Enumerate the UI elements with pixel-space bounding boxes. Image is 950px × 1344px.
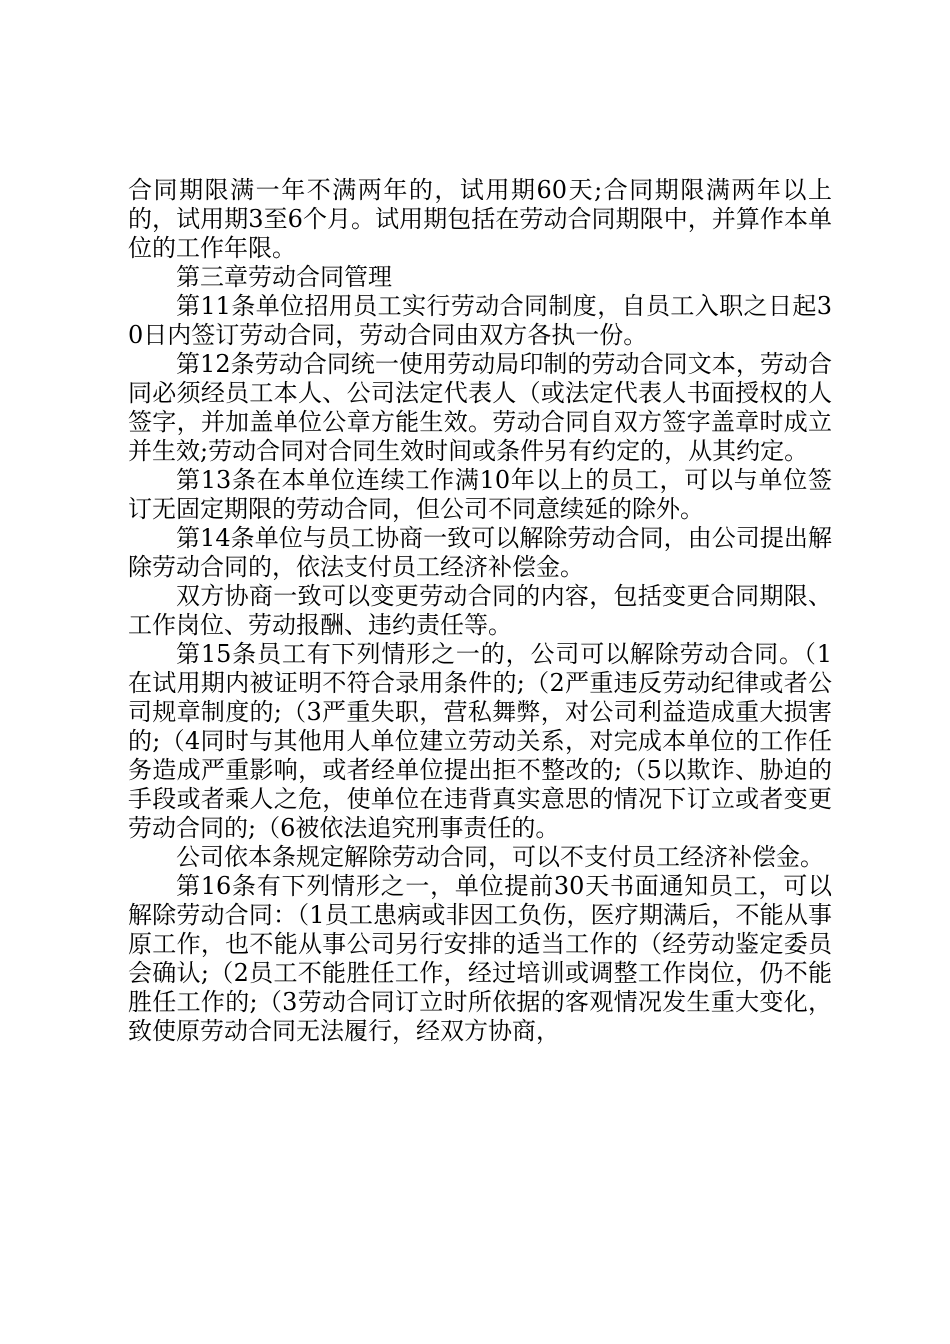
article-14: 第14条单位与员工协商一致可以解除劳动合同，由公司提出解除劳动合同的，依法支付员工经济补偿金。: [128, 524, 832, 581]
paragraph-probation-continued: 合同期限满一年不满两年的，试用期60天;合同期限满两年以上的，试用期3至6个月。试用期包括在劳动合同期限中，并算作本单位的工作年限。: [128, 176, 832, 262]
paragraph-no-compensation: 公司依本条规定解除劳动合同，可以不支付员工经济补偿金。: [176, 843, 824, 871]
chapter-heading: 第三章劳动合同管理: [176, 263, 392, 291]
article-13: 第13条在本单位连续工作满10年以上的员工，可以与单位签订无固定期限的劳动合同，但公司不同意续延的除外。: [128, 466, 832, 523]
document-body: [128, 176, 832, 1046]
paragraph-contract-change: 双方协商一致可以变更劳动合同的内容，包括变更合同期限、工作岗位、劳动报酬、违约责任等。: [128, 582, 832, 639]
article-12: 第12条劳动合同统一使用劳动局印制的劳动合同文本，劳动合同必须经员工本人、公司法定代表人（或法定代表人书面授权的人签字，并加盖单位公章方能生效。劳动合同自双方签字盖章时成立并生效;劳动合同对合同生效时间或条件另有约定的，从其约定。: [128, 350, 832, 465]
article-11: 第11条单位招用员工实行劳动合同制度，自员工入职之日起30日内签订劳动合同，劳动合同由双方各执一份。: [128, 292, 832, 349]
article-15: 第15条员工有下列情形之一的，公司可以解除劳动合同。（1在试用期内被证明不符合录用条件的;（2严重违反劳动纪律或者公司规章制度的;（3严重失职，营私舞弊，对公司利益造成重大损害的;（4同时与其他用人单位建立劳动关系，对完成本单位的工作任务造成严重影响，或者经单位提出拒不整改的;（5以欺诈、胁迫的手段或者乘人之危，使单位在违背真实意思的情况下订立或者变更劳动合同的;（6被依法追究刑事责任的。: [128, 640, 832, 842]
article-16: 第16条有下列情形之一，单位提前30天书面通知员工，可以解除劳动合同：（1员工患病或非因工负伤，医疗期满后，不能从事原工作，也不能从事公司另行安排的适当工作的（经劳动鉴定委员会确认;（2员工不能胜任工作，经过培训或调整工作岗位，仍不能胜任工作的;（3劳动合同订立时所依据的客观情况发生重大变化，致使原劳动合同无法履行，经双方协商，: [128, 872, 832, 1045]
